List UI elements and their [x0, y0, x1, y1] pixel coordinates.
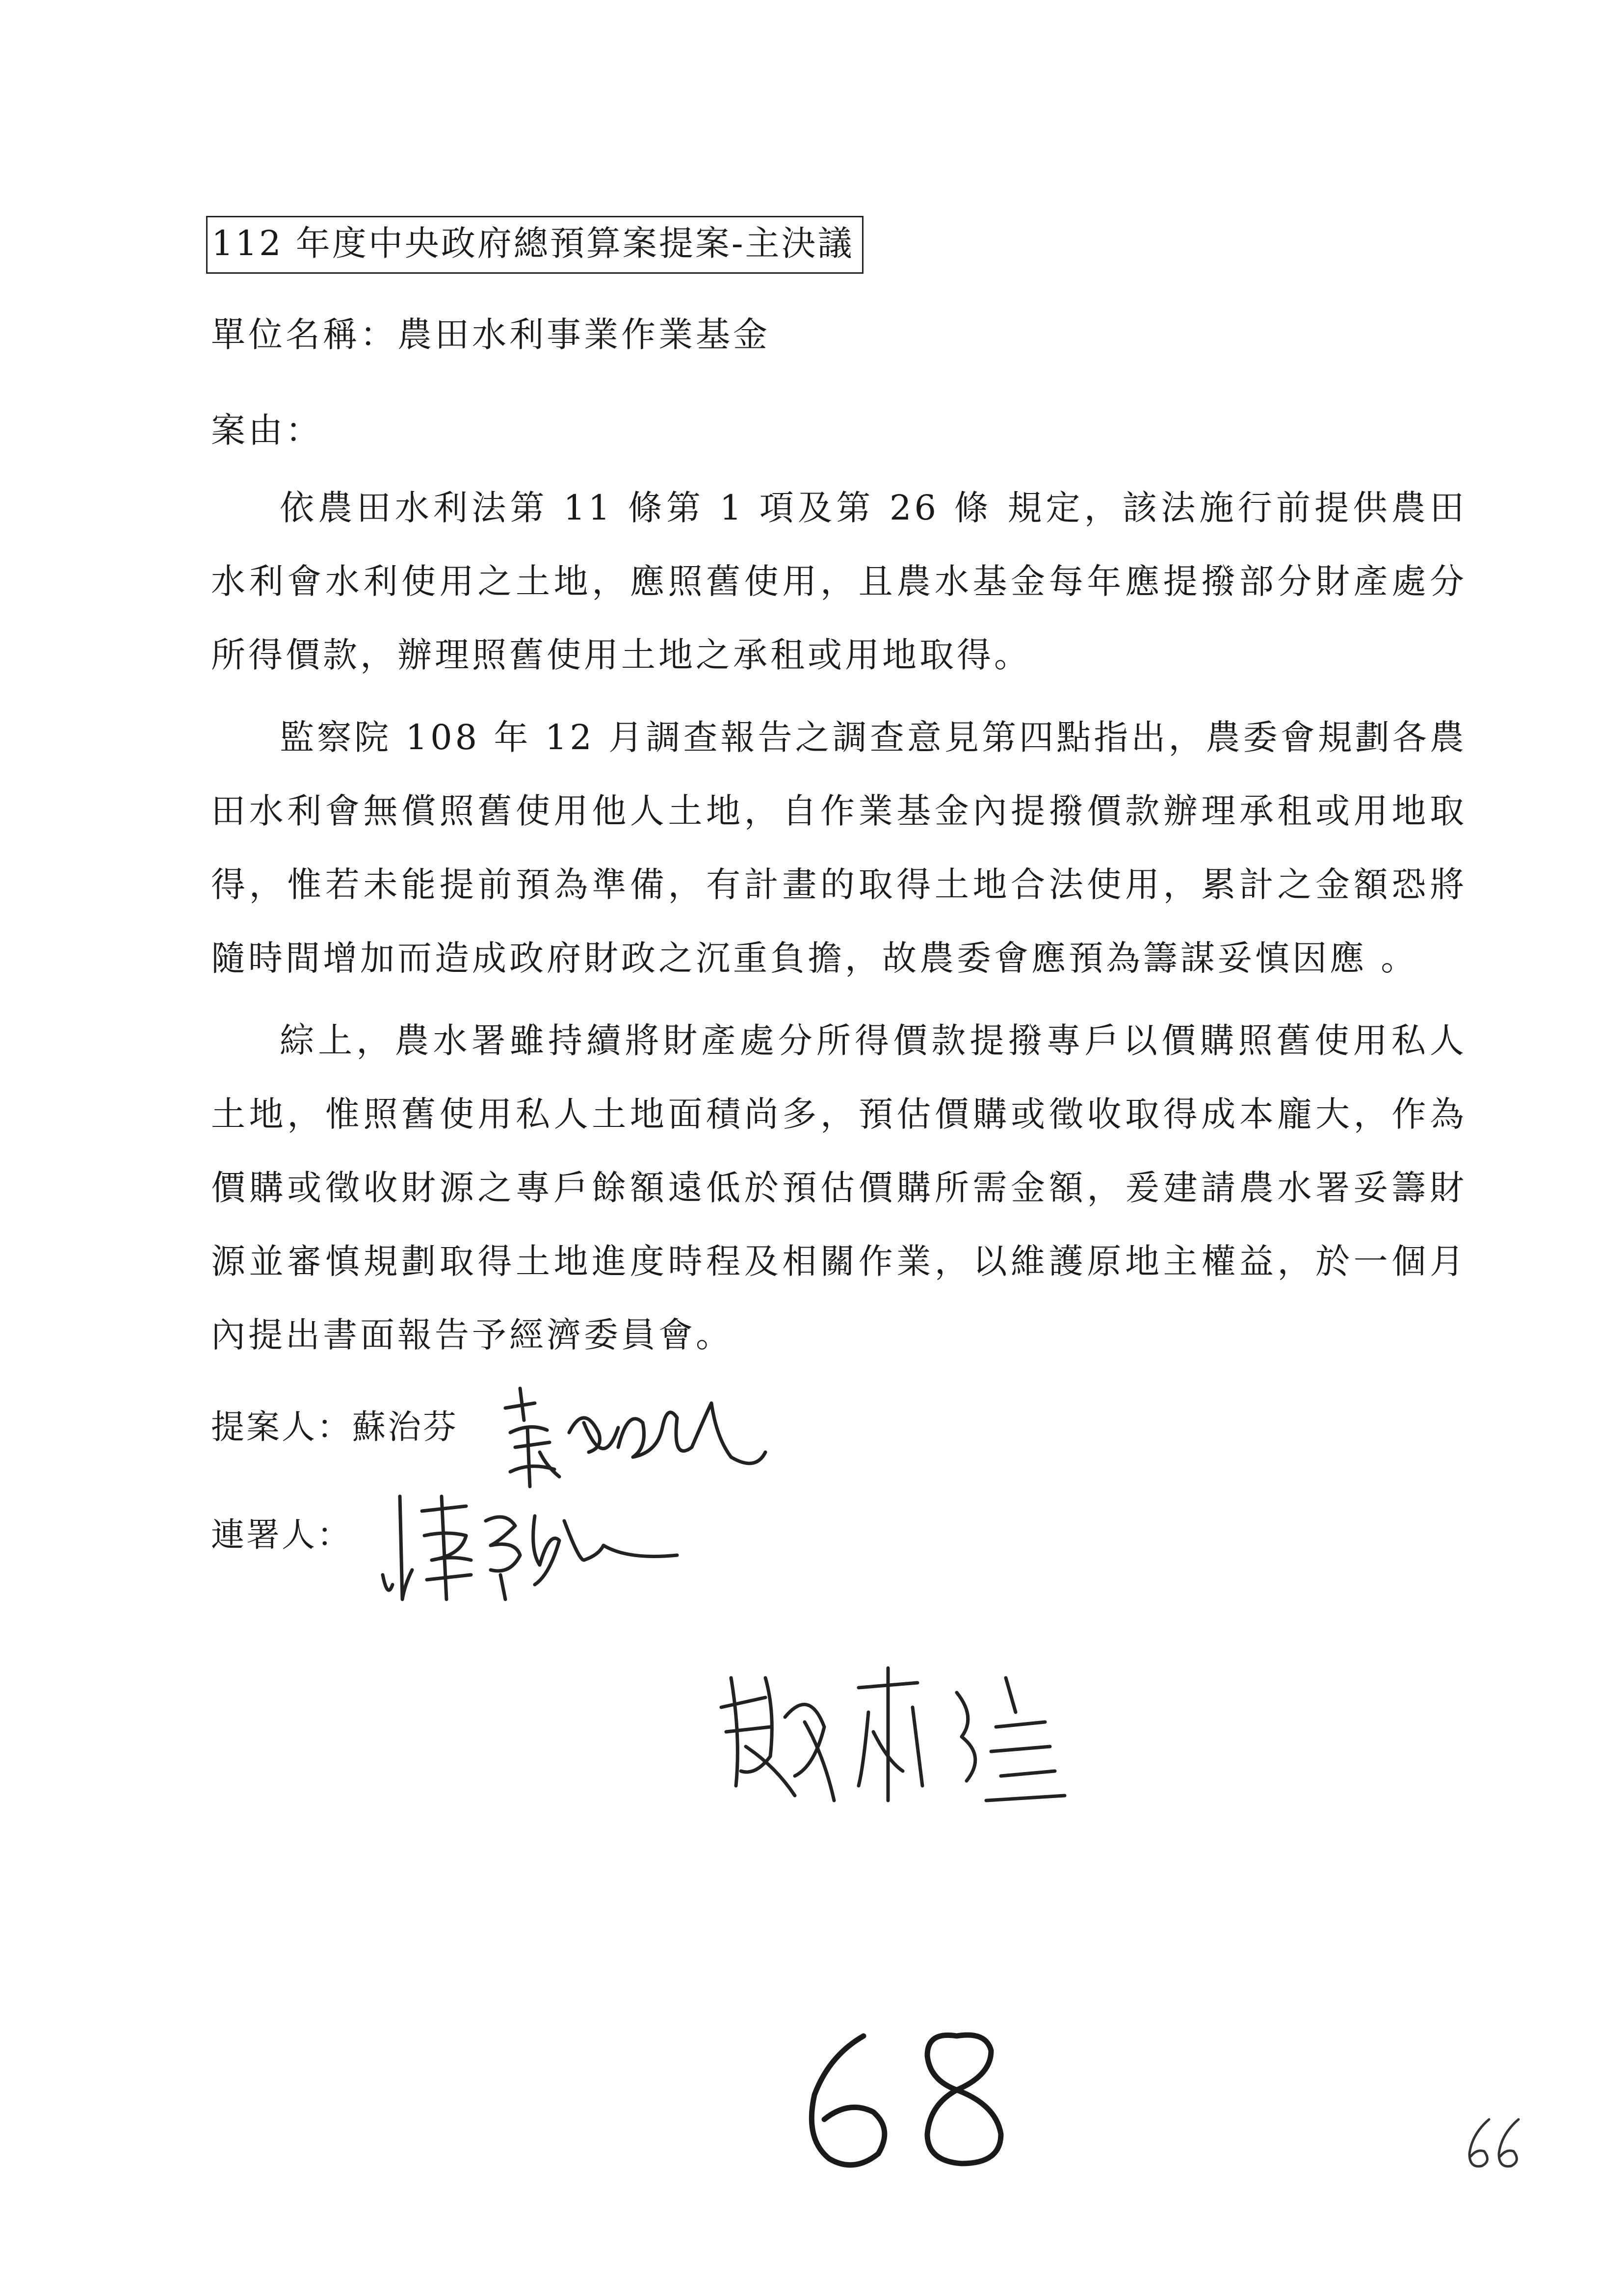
- document-title: 112 年度中央政府總預算案提案-主決議: [206, 216, 864, 274]
- unit-name: 單位名稱：農田水利事業作業基金: [211, 314, 770, 355]
- proposer-label: 提案人：蘇治芬: [211, 1408, 459, 1447]
- paragraph: 監察院 108 年 12 月調查報告之調查意見第四點指出，農委會規劃各農田水利會無償照舊使用他人土地，自作業基金內提撥價款辦理承租或用地取得，惟若未能提前預為準備，有計畫的取得土地合法使用，累計之金額恐將隨時間增加而造成政府財政之沉重負擔，故農委會應預為籌謀妥慎因應 。: [211, 717, 1467, 978]
- cosigner-label: 連署人：: [211, 1516, 353, 1555]
- case-body: [211, 471, 1467, 1381]
- cosigner-signature-2: [711, 1658, 1084, 1815]
- case-label: 案由：: [211, 410, 323, 450]
- paragraph: 綜上，農水署雖持續將財產處分所得價款提撥專戶以價購照舊使用私人土地，惟照舊使用私人土地面積尚多，預估價購或徵收取得成本龐大，作為價購或徵收財源之專戶餘額遠低於預估價購所需金額，爰建請農水署妥籌財源並審慎規劃取得土地進度時程及相關作業，以維護原地主權益，於一個月內提出書面報告予經濟委員會。: [211, 1020, 1467, 1355]
- cosigner-signature-1: [373, 1487, 687, 1614]
- handwritten-page-number: [1462, 2114, 1531, 2175]
- proposer-signature: [500, 1374, 775, 1496]
- paragraph: 依農田水利法第 11 條第 1 項及第 26 條 規定，該法施行前提供農田水利會水利使用之土地，應照舊使用，且農水基金每年應提撥部分財產處分所得價款，辦理照舊使用土地之承租或用地取得。: [211, 488, 1467, 675]
- handwritten-number: [795, 2016, 1021, 2180]
